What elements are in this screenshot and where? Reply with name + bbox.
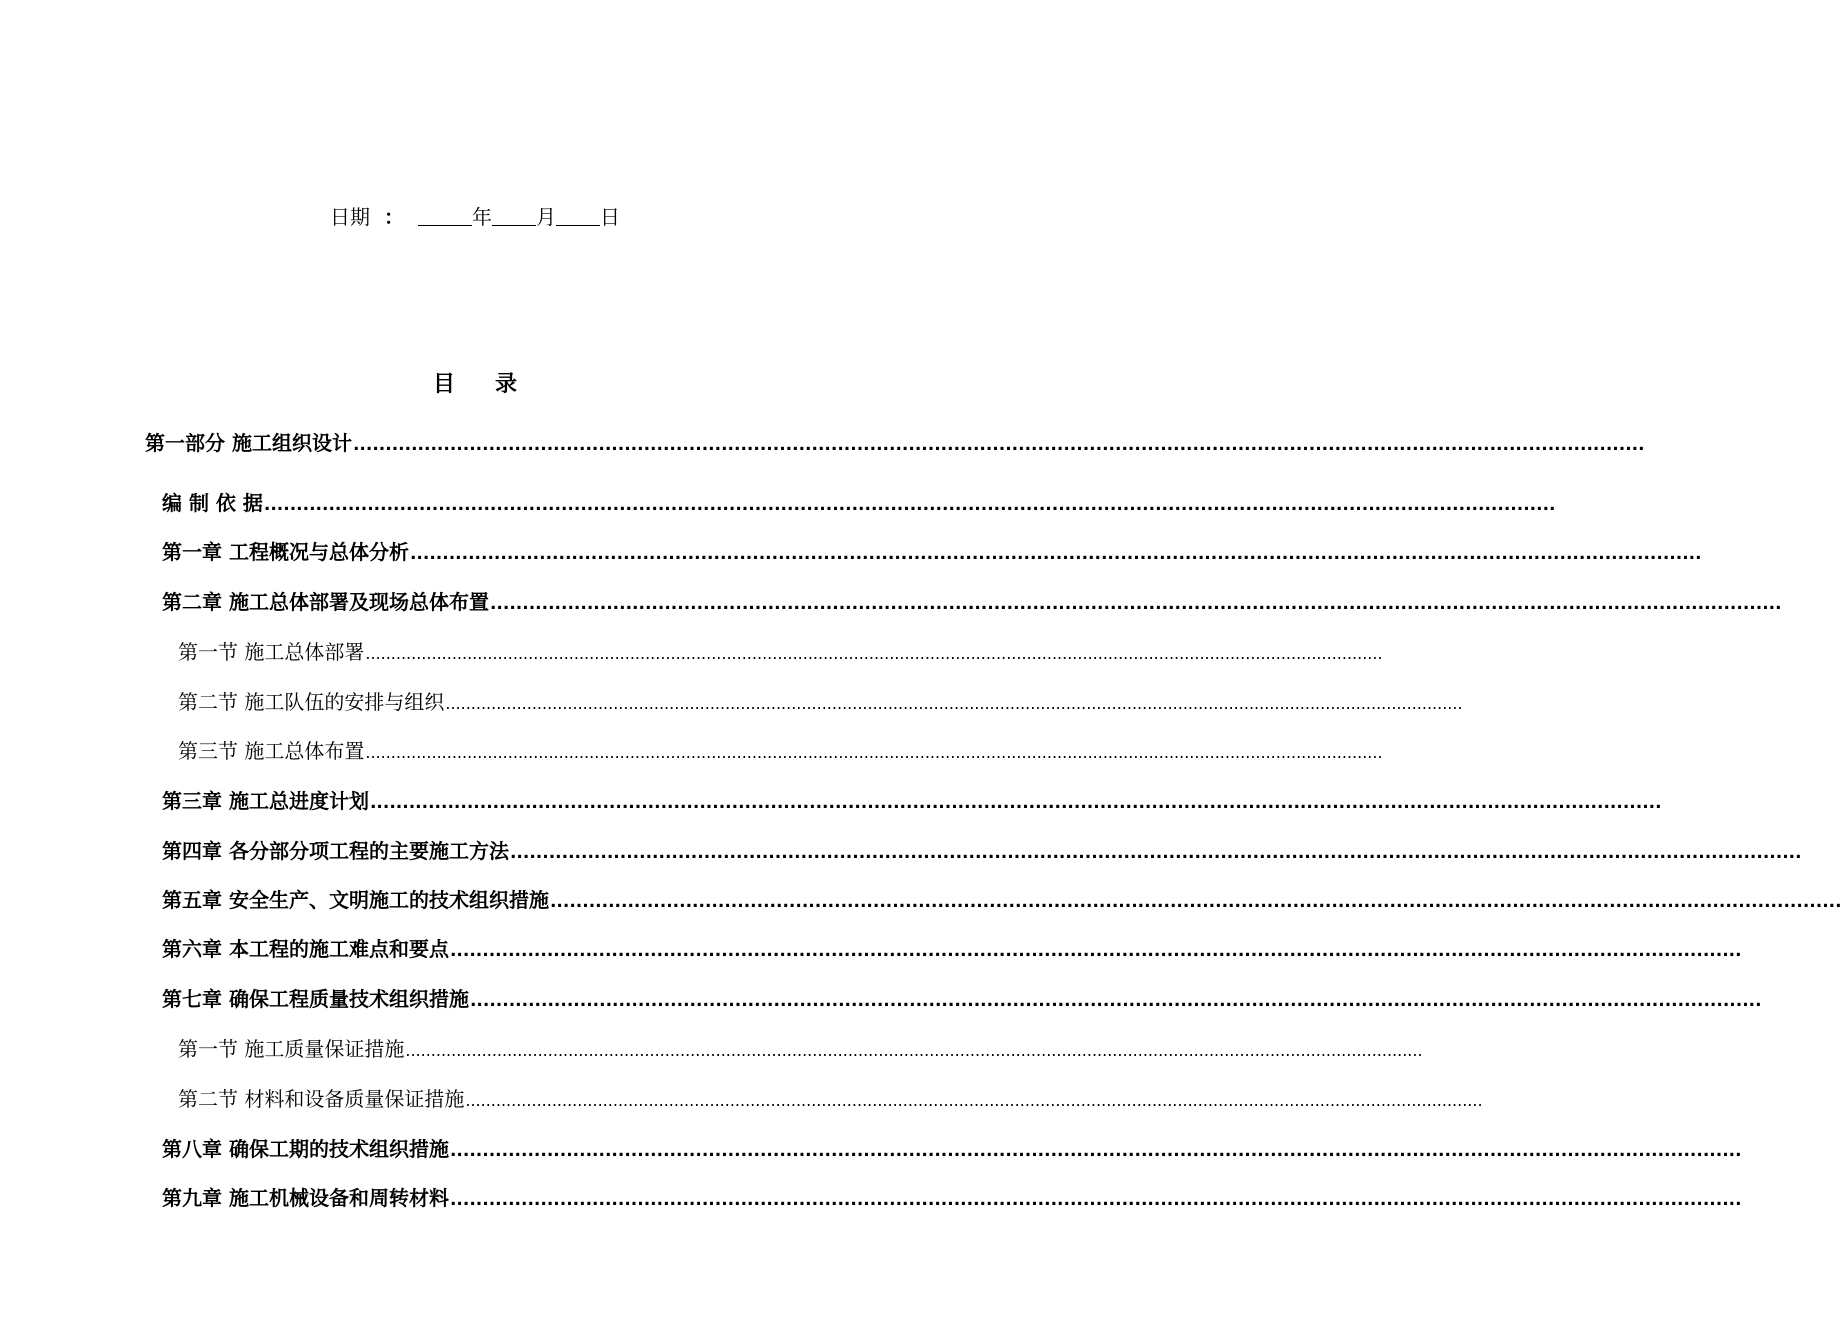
toc-entry-label: 第三节 施工总体布置 [178, 739, 365, 763]
toc-entry[interactable] [162, 586, 1782, 618]
dot-leader: ........................................................................................................................................................................................................ [365, 743, 1383, 762]
year-unit: 年 [472, 205, 492, 229]
dot-leader: ........................................................................................................................................................................................................ [369, 793, 1662, 813]
toc-entry-label: 第五章 安全生产、文明施工的技术组织措施 [162, 888, 549, 912]
dot-leader: ........................................................................................................................................................................................................ [263, 495, 1556, 515]
toc-entry-label: 第三章 施工总进度计划 [162, 789, 369, 813]
dot-leader: ........................................................................................................................................................................................................ [409, 544, 1702, 564]
toc-entry[interactable] [178, 686, 1463, 718]
toc-entry[interactable] [145, 427, 1645, 459]
toc-entry[interactable] [162, 487, 1556, 519]
toc-entry-label: 第七章 确保工程质量技术组织措施 [162, 987, 469, 1011]
toc-entry[interactable] [162, 536, 1702, 568]
day-unit: 日 [600, 205, 620, 229]
toc-entry[interactable] [162, 785, 1662, 817]
toc-entry-label: 第二章 施工总体部署及现场总体布置 [162, 590, 489, 614]
dot-leader: ........................................................................................................................................................................................................ [449, 941, 1742, 961]
toc-entry[interactable] [178, 735, 1383, 767]
toc-entry[interactable] [162, 884, 1842, 916]
dot-leader: ........................................................................................................................................................................................................ [352, 435, 1645, 455]
dot-leader: ........................................................................................................................................................................................................ [405, 1041, 1423, 1060]
dot-leader: ........................................................................................................................................................................................................ [445, 694, 1463, 713]
toc-entry[interactable] [178, 1083, 1483, 1115]
toc-entry[interactable] [178, 1033, 1423, 1065]
dot-leader: ........................................................................................................................................................................................................ [549, 892, 1842, 912]
toc-entry[interactable] [178, 636, 1383, 668]
dot-leader: ........................................................................................................................................................................................................ [465, 1091, 1483, 1110]
toc-entry[interactable] [162, 835, 1802, 867]
dot-leader: ........................................................................................................................................................................................................ [489, 594, 1782, 614]
toc-entry-label: 第一节 施工质量保证措施 [178, 1037, 405, 1061]
toc-entry-label: 第一部分 施工组织设计 [145, 431, 352, 455]
dot-leader: ........................................................................................................................................................................................................ [469, 991, 1762, 1011]
toc-entry-label: 编 制 依 据 [162, 491, 263, 515]
toc-title: 目录 [432, 372, 557, 397]
month-unit: 月 [536, 205, 556, 229]
toc-entry-label: 第一节 施工总体部署 [178, 640, 365, 664]
toc-entry-label: 第九章 施工机械设备和周转材料 [162, 1186, 449, 1210]
toc-entry-label: 第二节 施工队伍的安排与组织 [178, 690, 445, 714]
dot-leader: ........................................................................................................................................................................................................ [449, 1190, 1742, 1210]
toc-entry-label: 第六章 本工程的施工难点和要点 [162, 937, 449, 961]
toc-entry[interactable] [162, 1133, 1742, 1165]
toc-entry[interactable] [162, 933, 1742, 965]
toc-entry[interactable] [162, 983, 1762, 1015]
dot-leader: ........................................................................................................................................................................................................ [509, 843, 1802, 863]
toc-entry[interactable] [162, 1182, 1742, 1214]
toc-entry-label: 第八章 确保工期的技术组织措施 [162, 1137, 449, 1161]
date-label: 日期 [330, 205, 370, 229]
toc-entry-label: 第四章 各分部分项工程的主要施工方法 [162, 839, 509, 863]
date-colon: ： [384, 205, 404, 229]
dot-leader: ........................................................................................................................................................................................................ [365, 644, 1383, 663]
dot-leader: ........................................................................................................................................................................................................ [449, 1141, 1742, 1161]
toc-entry-label: 第二节 材料和设备质量保证措施 [178, 1087, 465, 1111]
toc-entry-label: 第一章 工程概况与总体分析 [162, 540, 409, 564]
